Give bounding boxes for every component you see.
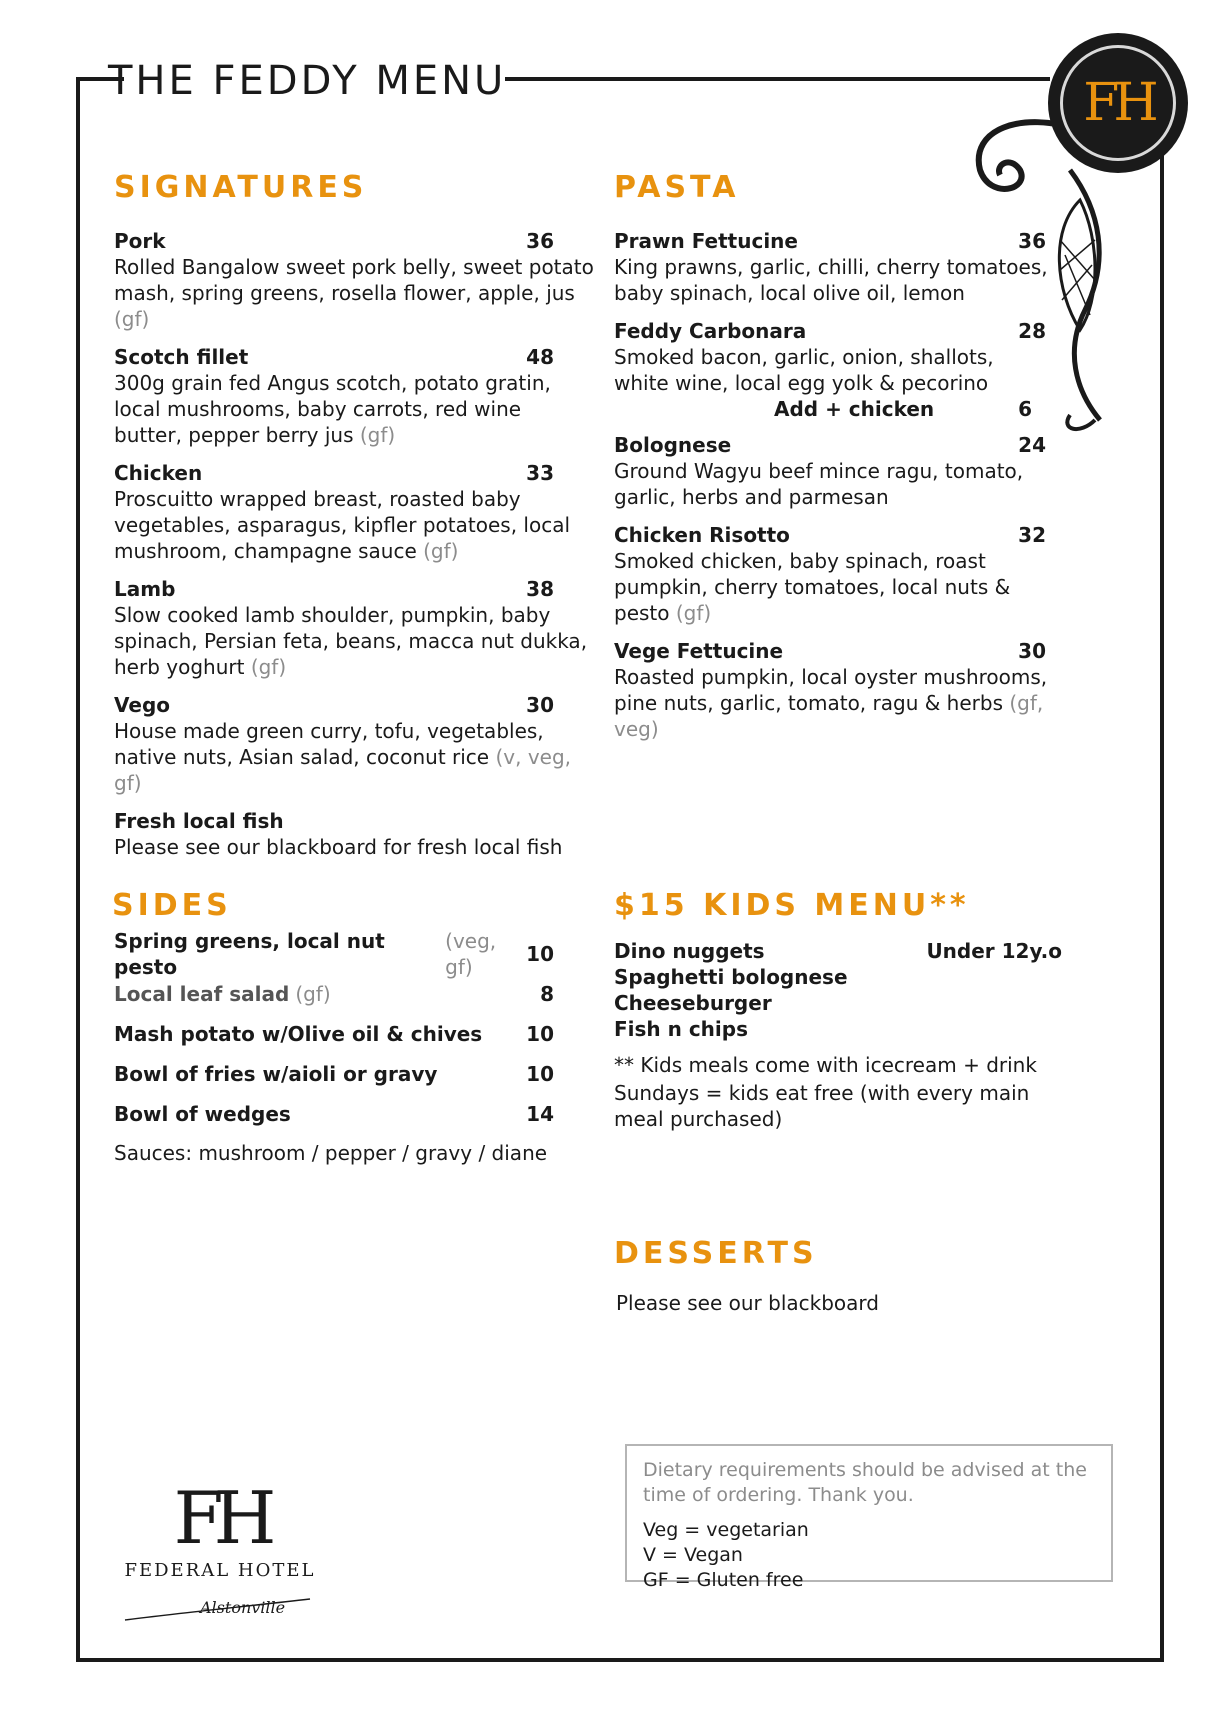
menu-item xyxy=(614,228,1054,306)
menu-item xyxy=(114,576,594,680)
dietary-tag: (gf) xyxy=(114,307,150,331)
item-price: 38 xyxy=(526,577,554,601)
menu-item xyxy=(114,808,594,860)
pasta-list xyxy=(614,228,1054,754)
federal-hotel-logo xyxy=(120,1476,320,1625)
dietary-tag: (gf) xyxy=(295,982,331,1006)
pasta-heading: PASTA xyxy=(614,170,740,205)
sides-list xyxy=(114,929,554,1166)
add-chicken-row xyxy=(614,396,1054,422)
addon-price: 6 xyxy=(1018,397,1032,421)
menu-item xyxy=(614,638,1054,742)
side-name: Mash potato w/Olive oil & chives xyxy=(114,1022,483,1046)
kids-heading: $15 KIDS MENU** xyxy=(614,888,970,923)
kids-age-note: Under 12y.o xyxy=(926,939,1062,963)
side-name: Local leaf salad xyxy=(114,982,290,1006)
item-name: Chicken Risotto xyxy=(614,523,790,547)
item-price: 32 xyxy=(1018,523,1046,547)
menu-item xyxy=(614,432,1054,510)
side-item xyxy=(114,929,554,979)
addon-label: Add + chicken xyxy=(774,397,935,421)
legend-entry: Veg = vegetarian xyxy=(643,1519,809,1541)
item-description: House made green curry, tofu, vegetables, native nuts, Asian salad, coconut rice xyxy=(114,719,544,769)
item-price: 36 xyxy=(526,229,554,253)
dietary-notice: Dietary requirements should be advised at the time of ordering. Thank you. xyxy=(643,1459,1087,1506)
kids-item: Spaghetti bolognese xyxy=(614,965,848,989)
side-item xyxy=(114,1054,554,1094)
menu-item xyxy=(614,318,1054,396)
signature-swash-icon xyxy=(120,1585,320,1625)
menu-item xyxy=(114,460,594,564)
side-item xyxy=(114,974,554,1014)
kids-note-1: ** Kids meals come with icecream + drink xyxy=(614,1053,1037,1077)
item-description: Smoked chicken, baby spinach, roast pumpkin, cherry tomatoes, local nuts & pesto xyxy=(614,549,1011,625)
item-price: 28 xyxy=(1018,319,1046,343)
signature-text: Alstonville xyxy=(200,1598,286,1617)
dietary-tag: (gf, veg) xyxy=(614,691,1044,741)
menu-item xyxy=(614,522,1054,626)
logo-badge xyxy=(1048,33,1188,173)
dietary-notice-box xyxy=(625,1444,1113,1591)
side-item xyxy=(114,1094,554,1134)
dietary-tag: (gf) xyxy=(675,601,712,625)
desserts-text: Please see our blackboard xyxy=(616,1291,879,1315)
item-name: Chicken xyxy=(114,461,203,485)
side-name: Bowl of fries w/aioli or gravy xyxy=(114,1062,438,1086)
item-price: 33 xyxy=(526,461,554,485)
item-name: Vege Fettucine xyxy=(614,639,784,663)
menu-title: THE FEDDY MENU xyxy=(108,58,507,104)
item-price: 48 xyxy=(526,345,554,369)
item-name: Bolognese xyxy=(614,433,732,457)
side-price: 8 xyxy=(540,982,554,1006)
side-price: 10 xyxy=(526,1062,554,1086)
side-name: Bowl of wedges xyxy=(114,1102,291,1126)
item-description: 300g grain fed Angus scotch, potato gratin, local mushrooms, baby carrots, red wine butter, pepper berry jus xyxy=(114,371,551,447)
item-name: Scotch fillet xyxy=(114,345,249,369)
kids-item: Cheeseburger xyxy=(614,991,772,1015)
dietary-tag: (gf) xyxy=(423,539,459,563)
kids-list xyxy=(614,938,1084,1132)
item-description: Smoked bacon, garlic, onion, shallots, white wine, local egg yolk & pecorino xyxy=(614,345,994,395)
bottom-logo-monogram: FH xyxy=(173,1476,267,1560)
side-price: 14 xyxy=(526,1102,554,1126)
sauces-note: Sauces: mushroom / pepper / gravy / diane xyxy=(114,1141,548,1165)
signatures-list xyxy=(114,228,594,872)
item-description: Proscuitto wrapped breast, roasted baby vegetables, asparagus, kipfler potatoes, local mushroom, champagne sauce xyxy=(114,487,571,563)
dietary-tag: (gf) xyxy=(250,655,287,679)
side-item xyxy=(114,1014,554,1054)
kids-item: Dino nuggets xyxy=(614,939,765,963)
signatures-heading: SIGNATURES xyxy=(114,170,368,205)
dietary-tag: (v, veg, gf) xyxy=(114,745,572,795)
item-name: Prawn Fettucine xyxy=(614,229,798,253)
dietary-tag: (veg, gf) xyxy=(445,929,497,979)
item-description: Please see our blackboard for fresh local fish xyxy=(114,835,563,859)
item-price: 24 xyxy=(1018,433,1046,457)
kids-note-2: Sundays = kids eat free (with every main meal purchased) xyxy=(614,1081,1030,1131)
legend-entry: V = Vegan xyxy=(643,1544,743,1566)
item-description: King prawns, garlic, chilli, cherry tomatoes, baby spinach, local olive oil, lemon xyxy=(614,255,1048,305)
menu-item xyxy=(114,228,594,332)
item-description: Roasted pumpkin, local oyster mushrooms, pine nuts, garlic, tomato, ragu & herbs xyxy=(614,665,1048,715)
item-name: Lamb xyxy=(114,577,176,601)
dietary-tag: (gf) xyxy=(359,423,396,447)
menu-item xyxy=(114,692,594,796)
frame-top-right xyxy=(505,77,1050,81)
item-name: Pork xyxy=(114,229,166,253)
item-price: 30 xyxy=(526,693,554,717)
kids-item: Fish n chips xyxy=(614,1017,748,1041)
side-price: 10 xyxy=(526,1022,554,1046)
item-price: 30 xyxy=(1018,639,1046,663)
item-name: Fresh local fish xyxy=(114,809,284,833)
item-description: Slow cooked lamb shoulder, pumpkin, baby spinach, Persian feta, beans, macca nut dukka, herb yoghurt xyxy=(114,603,588,679)
item-name: Feddy Carbonara xyxy=(614,319,807,343)
item-name: Vego xyxy=(114,693,171,717)
dietary-legend xyxy=(643,1518,1095,1593)
logo-monogram: FH xyxy=(1083,73,1153,133)
sides-heading: SIDES xyxy=(112,888,232,923)
item-price: 36 xyxy=(1018,229,1046,253)
side-price: 10 xyxy=(526,942,554,966)
kids-items xyxy=(614,938,848,1042)
menu-item xyxy=(114,344,594,448)
item-description: Rolled Bangalow sweet pork belly, sweet potato mash, spring greens, rosella flower, apple, jus xyxy=(114,255,594,305)
side-name: Spring greens, local nut pesto xyxy=(114,929,385,979)
brand-name: FEDERAL HOTEL xyxy=(124,1560,316,1581)
item-description: Ground Wagyu beef mince ragu, tomato, garlic, herbs and parmesan xyxy=(614,459,1024,509)
legend-entry: GF = Gluten free xyxy=(643,1569,804,1591)
desserts-heading: DESSERTS xyxy=(614,1236,818,1271)
